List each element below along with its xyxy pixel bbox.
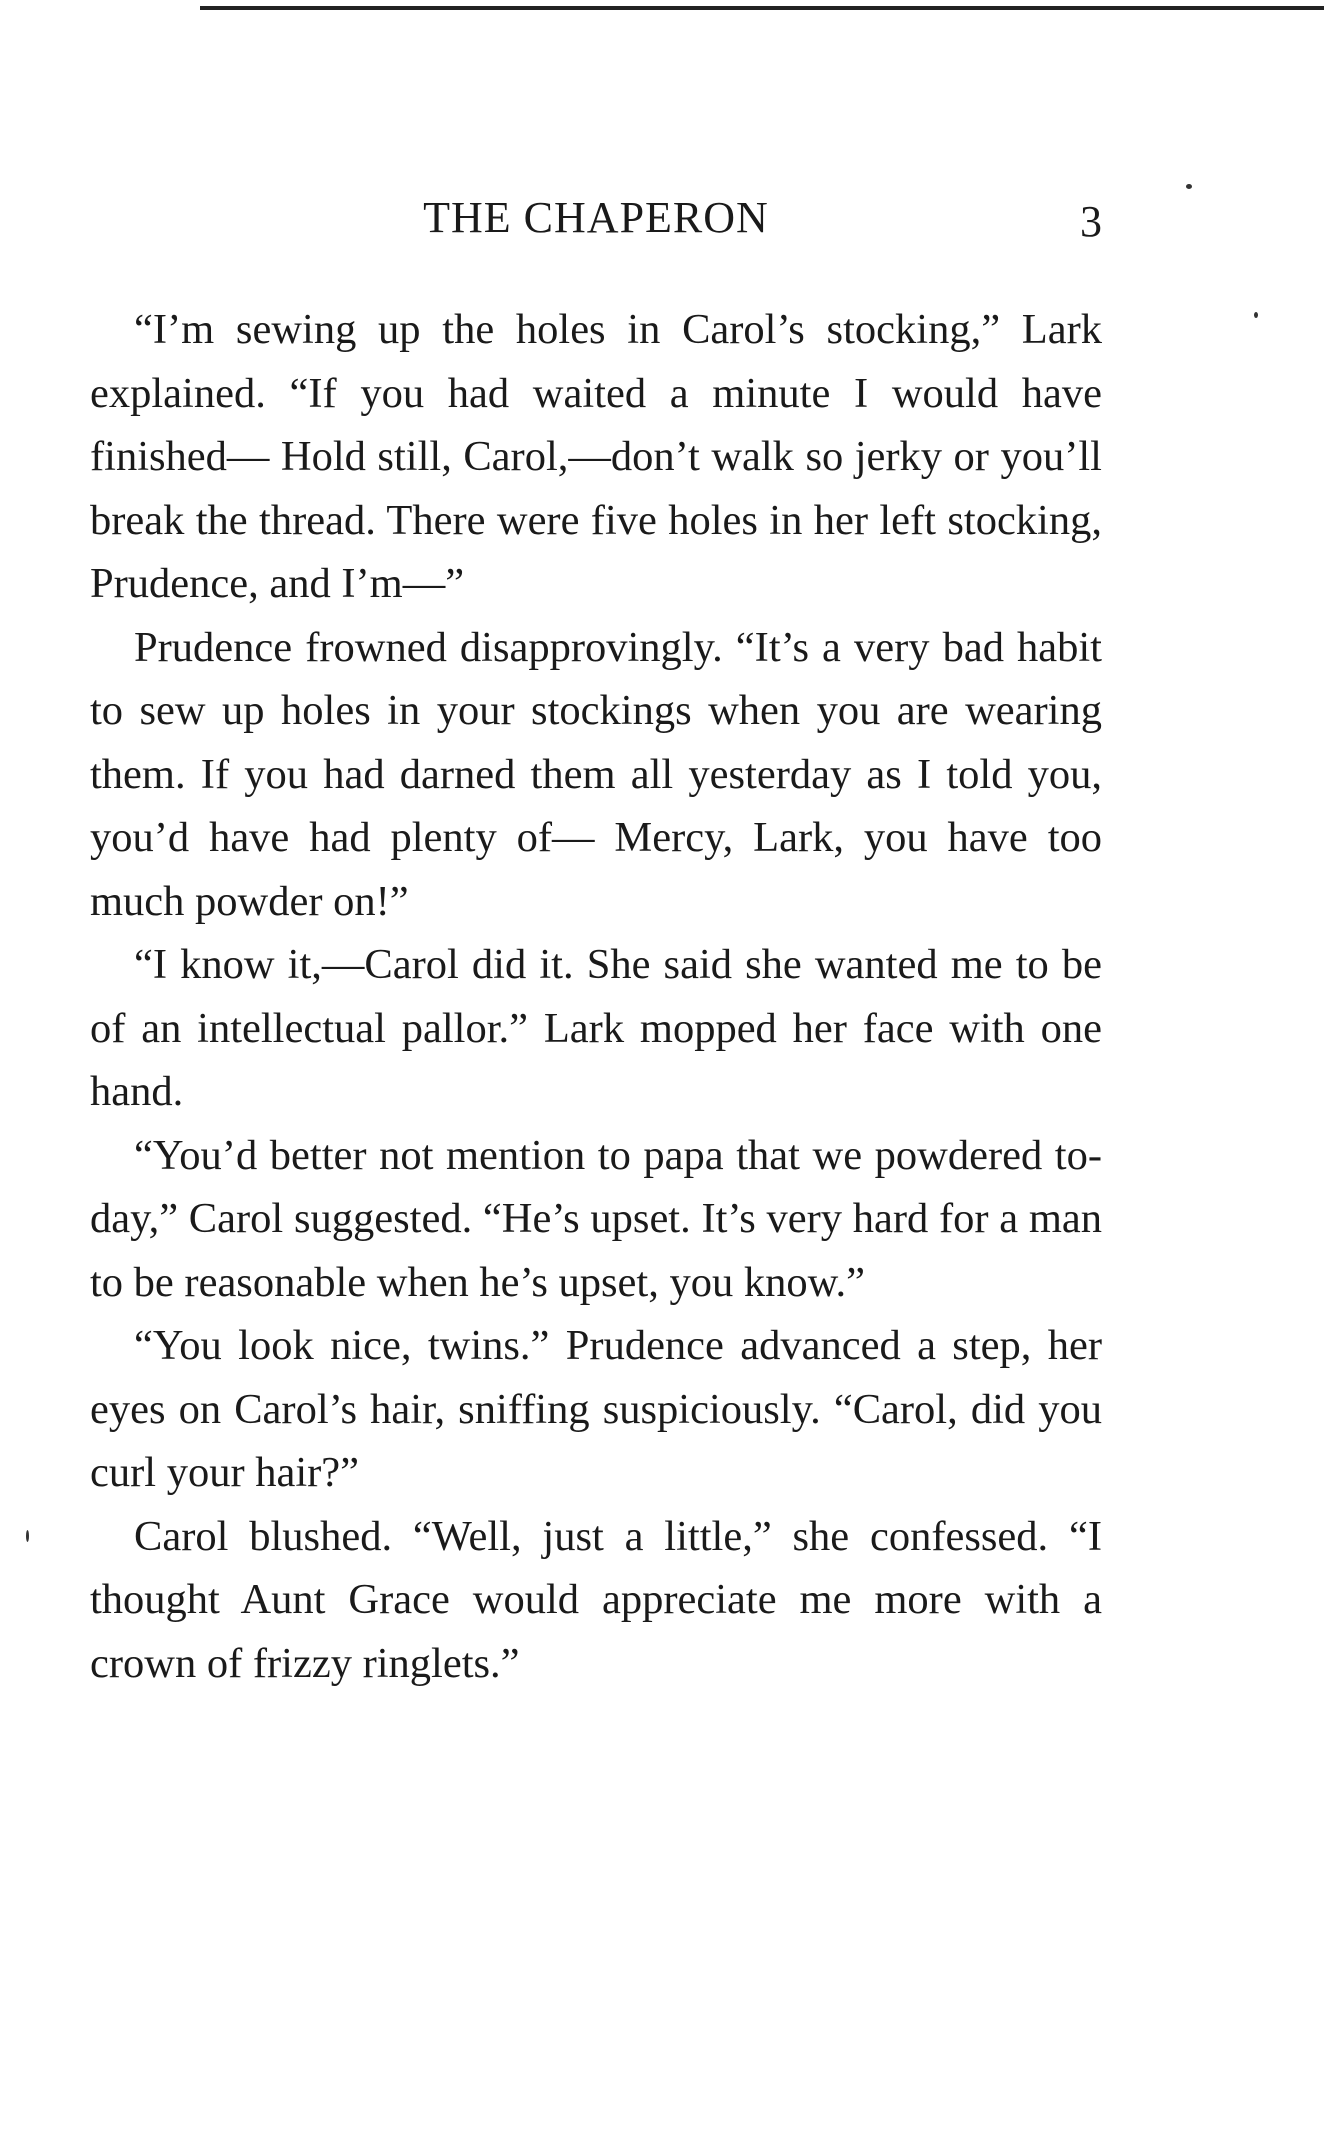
paragraph: “You look nice, twins.” Prudence advanced a step, her eyes on Carol’s hair, sniffing suspiciously. “Carol, did you curl your hair?”: [90, 1322, 1102, 1496]
paragraph: “You’d better not mention to papa that we powdered to-day,” Carol suggested. “He’s upset. It’s very hard for a man to be reasonable when he’s upset, you know.”: [90, 1131, 1102, 1306]
print-speck: [1254, 312, 1258, 318]
page-header: [90, 192, 1102, 252]
print-speck: [1186, 184, 1192, 189]
body-text: [90, 298, 1102, 1695]
paragraph: Carol blushed. “Well, just a little,” she confessed. “I thought Aunt Grace would appreciate me more with a crown of frizzy ringlets.”: [90, 1512, 1102, 1687]
paragraph: “I know it,—Carol did it. She said she wanted me to be of an intellectual pallor.” Lark mopped her face with one hand.: [90, 941, 1102, 1115]
paragraph: “I’m sewing up the holes in Carol’s stocking,” Lark explained. “If you had waited a minute I would have finished— Hold still, Carol,—don’t walk so jerky or you’ll break the thread. There were five holes in her left stocking, Prudence, and I’m—”: [90, 306, 1102, 607]
print-speck: [26, 1530, 29, 1542]
page-number: 3: [1080, 197, 1102, 246]
top-edge-rule: [200, 6, 1324, 10]
running-title: THE CHAPERON: [423, 193, 769, 242]
paragraph: Prudence frowned disapprovingly. “It’s a very bad habit to sew up holes in your stockings when you are wearing them. If you had darned them all yesterday as I told you, you’d have had plenty of— Mercy, Lark, you have too much powder on!”: [90, 623, 1102, 925]
